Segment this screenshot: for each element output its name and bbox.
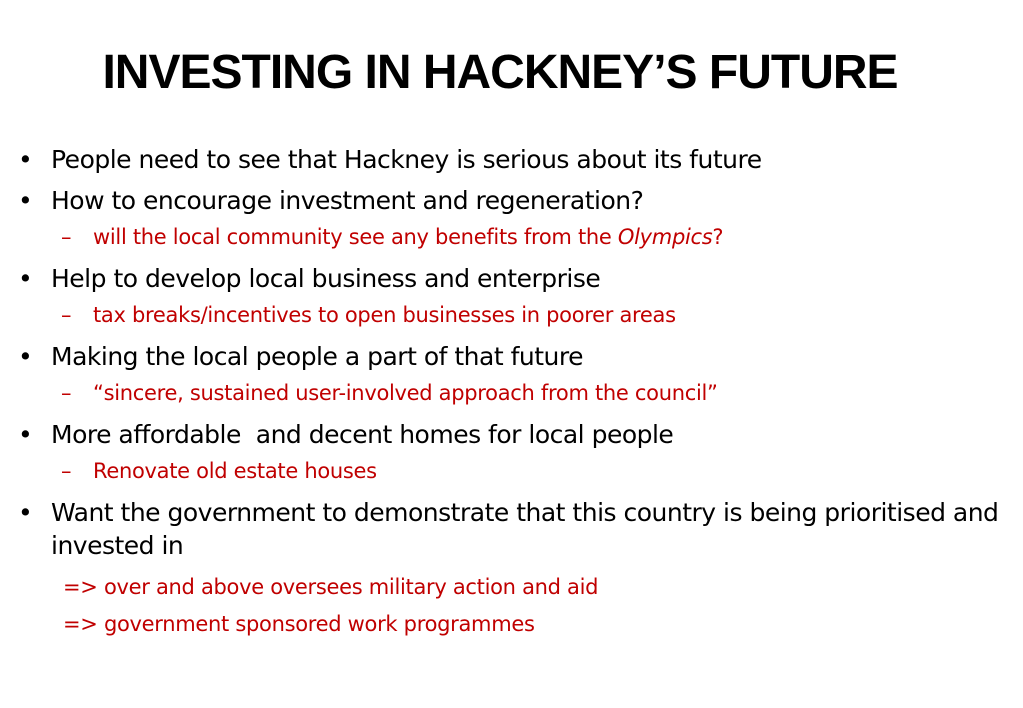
sub-bullet-item (0, 378, 1000, 408)
bullet-icon: • (18, 342, 33, 371)
bullet-item (0, 184, 1000, 217)
emphasis-text: Olympics (617, 225, 713, 249)
sub-bullet-item (0, 456, 1000, 486)
bullet-item (0, 496, 1000, 562)
dash-icon: – (61, 303, 72, 327)
bullet-text: Making the local people a part of that future (51, 342, 583, 371)
sub-bullet-text: tax breaks/incentives to open businesses in poorer areas (93, 303, 676, 327)
bullet-text: Want the government to demonstrate that this country is being prioritised and invested in (51, 498, 999, 560)
sub-bullet-text: will the local community see any benefits from the (93, 225, 618, 249)
sub-bullet-item (0, 300, 1000, 330)
bullet-item (0, 418, 1000, 451)
dash-icon: – (61, 459, 72, 483)
dash-icon: – (61, 381, 72, 405)
bullet-item (0, 340, 1000, 373)
bullet-list (0, 143, 1000, 646)
dash-icon: – (61, 225, 72, 249)
bullet-icon: • (18, 264, 33, 293)
sub-bullet-text-end: ? (712, 225, 724, 249)
bullet-text: More affordable and decent homes for local people (51, 420, 674, 449)
bullet-icon: • (18, 145, 33, 174)
bullet-text: Help to develop local business and enterprise (51, 264, 601, 293)
bullet-text: How to encourage investment and regeneration? (51, 186, 644, 215)
bullet-icon: • (18, 420, 33, 449)
sub-bullet-text: “sincere, sustained user-involved approach from the council” (93, 381, 718, 405)
bullet-icon: • (18, 186, 33, 215)
note-line: => government sponsored work programmes (63, 612, 535, 636)
sub-bullet-text: Renovate old estate houses (93, 459, 377, 483)
note-line: => over and above oversees military action and aid (63, 575, 599, 599)
bullet-item (0, 143, 1000, 176)
bullet-text: People need to see that Hackney is serious about its future (51, 145, 762, 174)
bullet-item (0, 262, 1000, 295)
bullet-icon: • (18, 498, 33, 527)
sub-bullet-item (0, 222, 1000, 252)
slide-title: INVESTING IN HACKNEY’S FUTURE (102, 46, 898, 99)
